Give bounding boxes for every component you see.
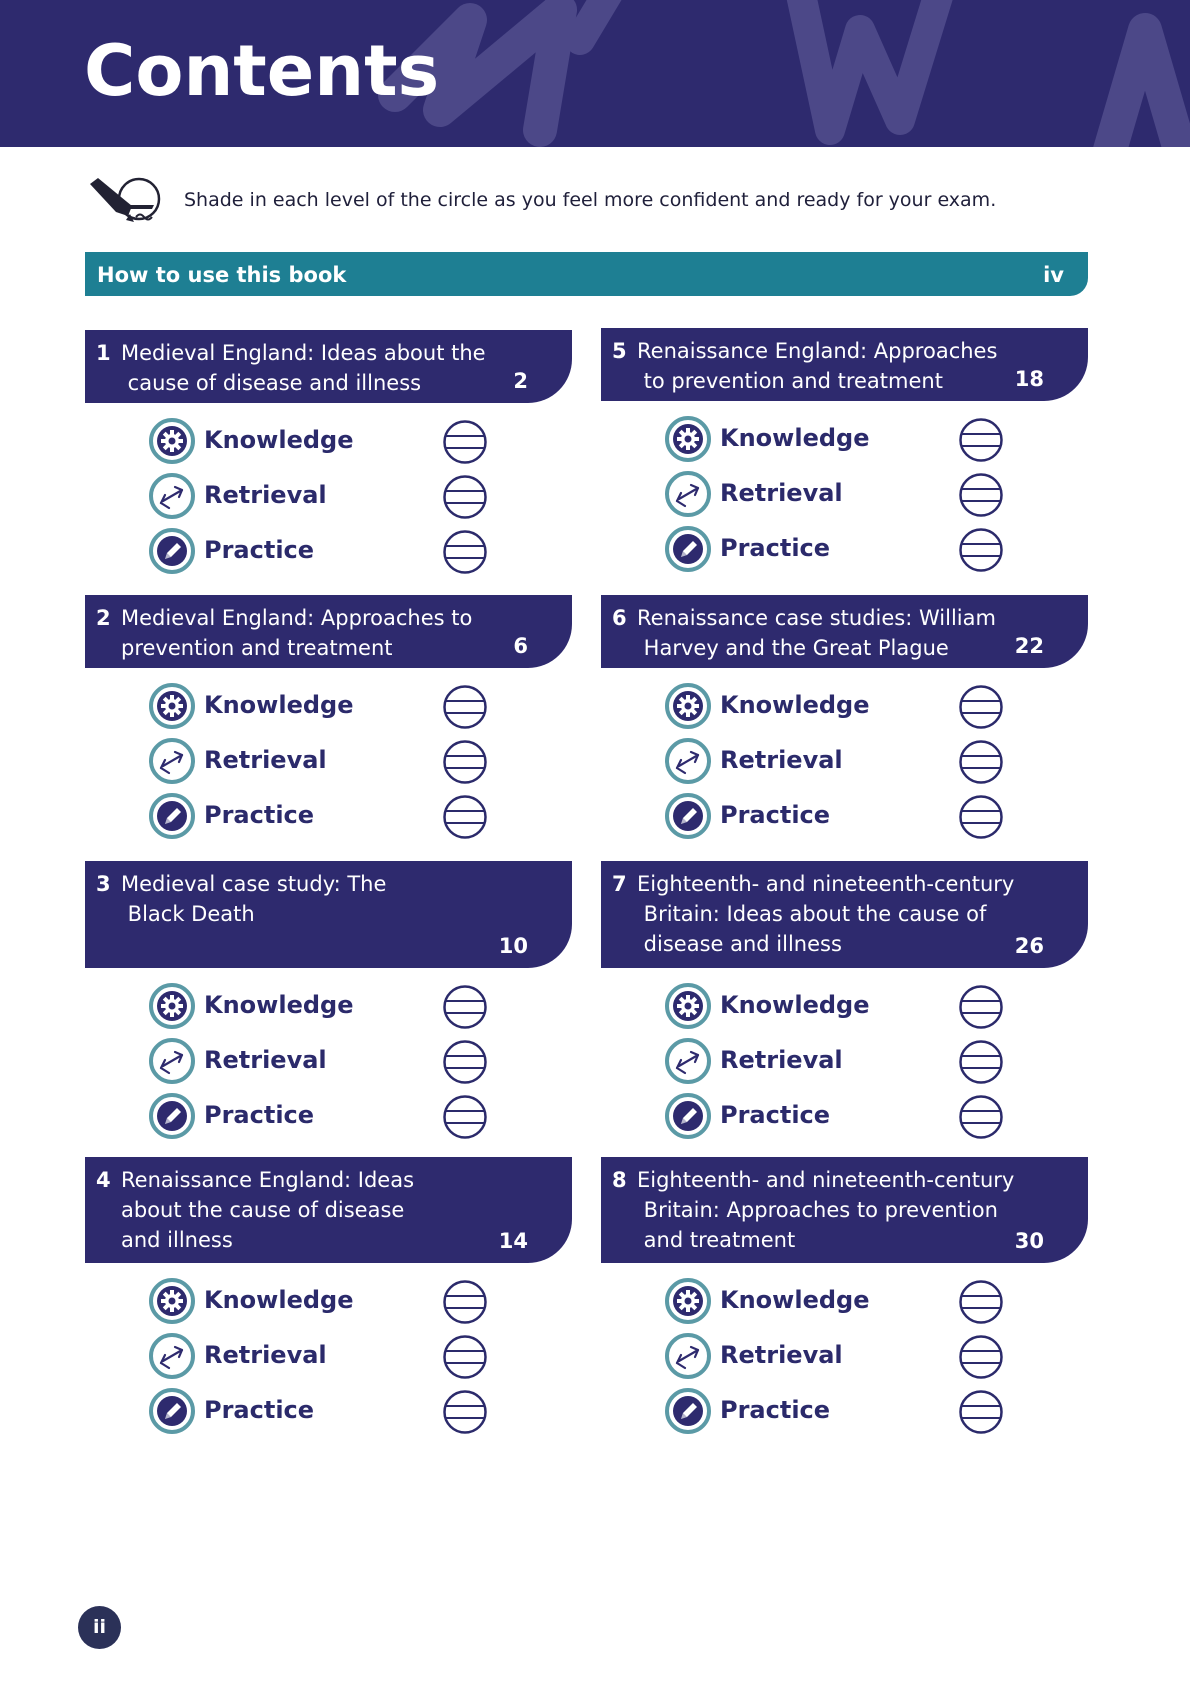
knowledge-label: Knowledge [720,691,870,719]
confidence-circle[interactable] [442,739,488,785]
practice-row [665,793,1005,839]
chapter-page: 10 [498,934,528,958]
retrieval-row [149,1038,489,1084]
pencil-icon [149,1388,195,1434]
practice-label: Practice [204,1101,315,1129]
chapter-title: Eighteenth- and nineteenth-century Britain: Approaches to prevention and treatment [637,1168,1015,1252]
confidence-circle[interactable] [442,1389,488,1435]
gear-icon [149,418,195,464]
chapter-heading-7[interactable] [601,861,1088,968]
confidence-circle[interactable] [958,984,1004,1030]
chapter-title: Renaissance England: Approaches to prevention and treatment [637,339,998,393]
chapter-title: Medieval England: Approaches to prevention and treatment [121,606,473,660]
gear-icon [665,416,711,462]
swap-arrows-icon [149,1038,195,1084]
confidence-circle[interactable] [958,684,1004,730]
knowledge-row [149,1278,489,1324]
pencil-icon [665,1388,711,1434]
page-header [0,0,1190,147]
chapter-page: 14 [498,1229,528,1253]
confidence-circle[interactable] [958,1094,1004,1140]
retrieval-label: Retrieval [720,1046,843,1074]
practice-row [665,1388,1005,1434]
confidence-circle[interactable] [958,1389,1004,1435]
chapter-page: 22 [1014,634,1044,658]
pencil-icon [665,793,711,839]
retrieval-label: Retrieval [720,746,843,774]
practice-row [665,526,1005,572]
gear-icon [665,683,711,729]
pencil-icon [149,1093,195,1139]
practice-row [665,1093,1005,1139]
knowledge-label: Knowledge [720,424,870,452]
practice-row [149,1093,489,1139]
chapter-page: 2 [513,369,528,393]
chapter-number: 6 [612,606,627,630]
how-to-use-entry[interactable] [85,252,1088,296]
chapter-page: 30 [1014,1229,1044,1253]
confidence-circle[interactable] [442,1094,488,1140]
knowledge-row [149,418,489,464]
confidence-circle[interactable] [442,529,488,575]
gear-icon [149,983,195,1029]
practice-label: Practice [720,1396,831,1424]
chapter-heading-1[interactable] [85,330,572,403]
practice-row [149,1388,489,1434]
practice-label: Practice [720,1101,831,1129]
confidence-circle[interactable] [442,419,488,465]
retrieval-row [665,1333,1005,1379]
practice-row [149,528,489,574]
knowledge-label: Knowledge [204,1286,354,1314]
confidence-circle[interactable] [442,794,488,840]
confidence-circle[interactable] [958,739,1004,785]
how-to-use-label: How to use this book [97,263,347,287]
practice-row [149,793,489,839]
confidence-circle[interactable] [958,1334,1004,1380]
swap-arrows-icon [665,1038,711,1084]
how-to-use-page: iv [1043,263,1064,287]
retrieval-row [665,471,1005,517]
knowledge-row [665,1278,1005,1324]
retrieval-label: Retrieval [204,746,327,774]
confidence-circle[interactable] [442,474,488,520]
chapter-heading-2[interactable] [85,595,572,668]
chapter-page: 6 [513,634,528,658]
confidence-circle[interactable] [958,1279,1004,1325]
practice-label: Practice [720,534,831,562]
chapter-page: 26 [1014,934,1044,958]
retrieval-label: Retrieval [720,479,843,507]
pencil-icon [665,526,711,572]
confidence-circle[interactable] [958,417,1004,463]
chapter-title: Eighteenth- and nineteenth-century Britain: Ideas about the cause of disease and illness [637,872,1015,956]
chapter-title: Medieval case study: The Black Death [121,872,387,926]
chapter-heading-6[interactable] [601,595,1088,668]
swap-arrows-icon [149,738,195,784]
confidence-circle[interactable] [442,1039,488,1085]
chapter-number: 7 [612,872,627,896]
knowledge-label: Knowledge [720,1286,870,1314]
retrieval-row [149,1333,489,1379]
knowledge-label: Knowledge [204,991,354,1019]
gear-icon [665,983,711,1029]
swap-arrows-icon [665,1333,711,1379]
practice-label: Practice [720,801,831,829]
highlighter-pen-circle-icon [86,176,166,226]
gear-icon [665,1278,711,1324]
pencil-icon [665,1093,711,1139]
knowledge-label: Knowledge [720,991,870,1019]
confidence-circle[interactable] [958,527,1004,573]
chapter-heading-5[interactable] [601,328,1088,401]
retrieval-row [149,738,489,784]
confidence-circle[interactable] [958,1039,1004,1085]
practice-label: Practice [204,801,315,829]
knowledge-row [665,416,1005,462]
chapter-page: 18 [1014,367,1044,391]
chapter-number: 3 [96,872,111,896]
pencil-icon [149,793,195,839]
chapter-number: 5 [612,339,627,363]
gear-icon [149,1278,195,1324]
swap-arrows-icon [665,471,711,517]
pencil-icon [149,528,195,574]
confidence-circle[interactable] [442,984,488,1030]
confidence-circle[interactable] [442,1279,488,1325]
practice-label: Practice [204,536,315,564]
practice-label: Practice [204,1396,315,1424]
retrieval-row [149,473,489,519]
retrieval-label: Retrieval [204,1046,327,1074]
gear-icon [149,683,195,729]
knowledge-row [665,983,1005,1029]
confidence-circle[interactable] [442,1334,488,1380]
knowledge-label: Knowledge [204,426,354,454]
swap-arrows-icon [149,473,195,519]
knowledge-row [665,683,1005,729]
chapter-heading-4[interactable] [85,1157,572,1263]
knowledge-label: Knowledge [204,691,354,719]
retrieval-row [665,738,1005,784]
swap-arrows-icon [665,738,711,784]
chapter-number: 4 [96,1168,111,1192]
chapter-heading-3[interactable] [85,861,572,968]
knowledge-row [149,983,489,1029]
confidence-circle[interactable] [958,472,1004,518]
retrieval-label: Retrieval [720,1341,843,1369]
chapter-title: Medieval England: Ideas about the cause of disease and illness [121,341,486,395]
confidence-circle[interactable] [442,684,488,730]
retrieval-row [665,1038,1005,1084]
knowledge-row [149,683,489,729]
page-number-badge: ii [78,1606,121,1649]
retrieval-label: Retrieval [204,1341,327,1369]
chapter-title: Renaissance England: Ideas about the cause of disease and illness [121,1168,415,1252]
chapter-number: 1 [96,341,111,365]
chapter-number: 8 [612,1168,627,1192]
swap-arrows-icon [149,1333,195,1379]
confidence-circle[interactable] [958,794,1004,840]
chapter-number: 2 [96,606,111,630]
instruction-text: Shade in each level of the circle as you feel more confident and ready for your exam. [184,189,997,211]
chapter-heading-8[interactable] [601,1157,1088,1263]
chapter-title: Renaissance case studies: William Harvey and the Great Plague [637,606,996,660]
retrieval-label: Retrieval [204,481,327,509]
page-title: Contents [84,30,440,112]
